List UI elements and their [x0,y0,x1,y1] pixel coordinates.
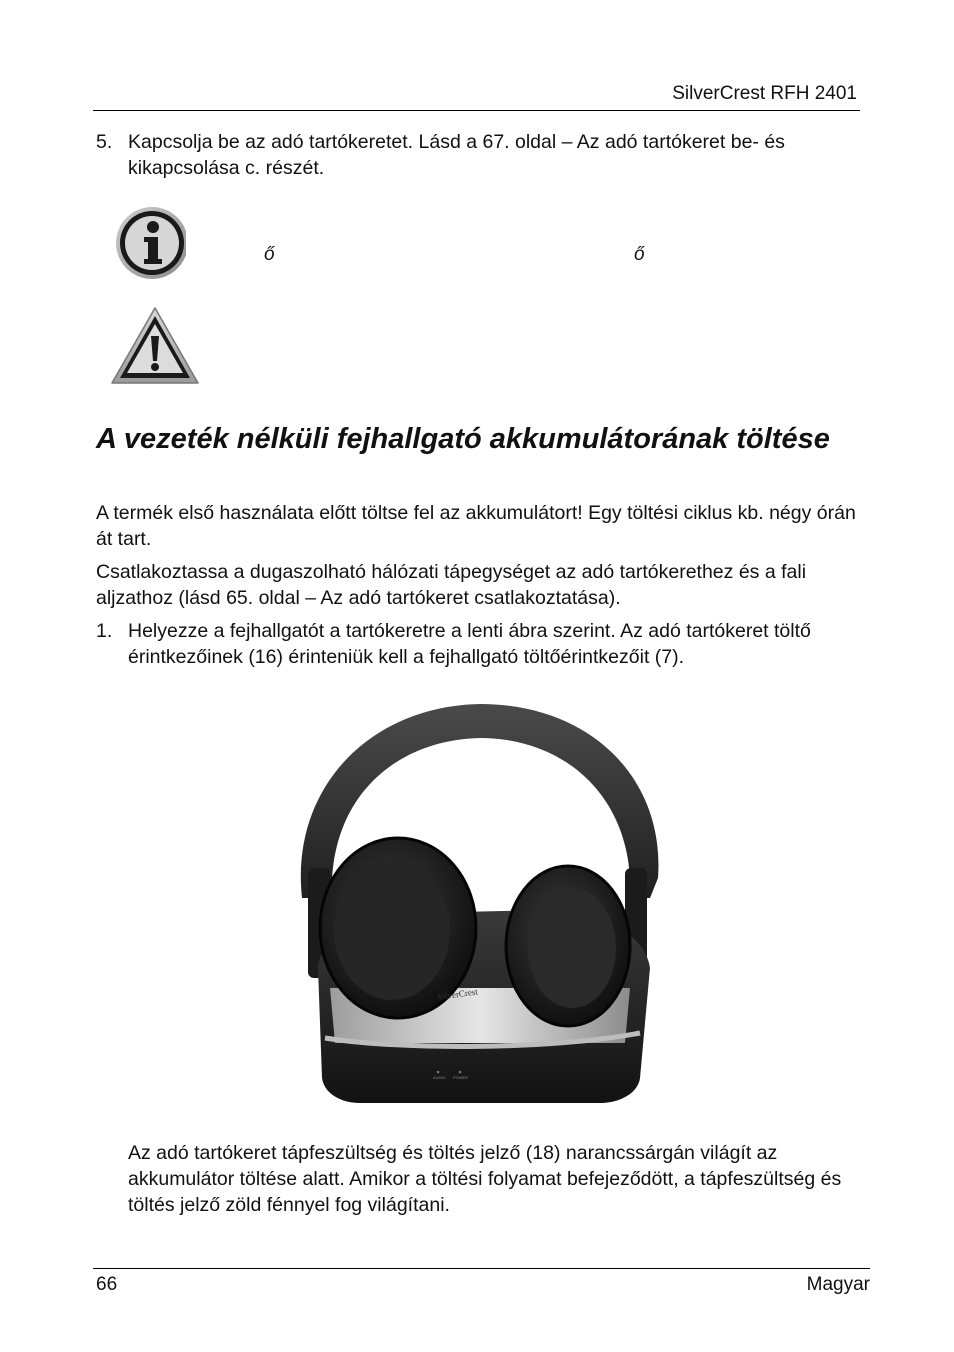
header-rule [93,110,860,111]
step-text: Helyezze a fejhallgatót a tartókeretre a lenti ábra szerint. Az adó tartókeret töltő érintkezőinek (16) érinteniük kell a fejhallgató töltőérintkezőit (7). [128,620,811,668]
note-fragment: ő [264,244,275,265]
paragraph: Az adó tartókeret tápfeszültség és töltés jelző (18) narancssárgán világít az akkumulátor töltése alatt. Amikor a töltési folyamat befejeződött, a tápfeszültség és töltés jelző zöld fénnyel fog világítani. [128,1142,842,1216]
paragraph: Csatlakoztassa a dugaszolható hálózati tápegységet az adó tartókerethez és a fali aljzathoz (lásd 65. oldal – Az adó tartókeret csatlakoztatása). [96,561,807,609]
brand-label: SilverCrest [436,986,479,1002]
step-text: Kapcsolja be az adó tartókeretet. Lásd a 67. oldal – Az adó tartókeret be- és kikapcsolása c. részét. [128,131,785,179]
paragraph: A termék első használata előtt töltse fel az akkumulátort! Egy töltési ciklus kb. négy órán át tart. [96,502,856,550]
note-fragment: ő [634,244,645,265]
step-number: 1. [96,620,113,642]
section-heading: A vezeték nélküli fejhallgató akkumulátorának töltése [96,423,830,455]
step-number: 5. [96,131,113,153]
base-label: POWER [453,1075,469,1080]
base-label: AUDIO [433,1075,446,1080]
footer-rule [93,1268,870,1269]
footer-language: Magyar [806,1274,870,1295]
info-icon [112,204,192,282]
headphone-charging-photo [280,698,670,1108]
running-header: SilverCrest RFH 2401 [672,83,857,104]
page-number: 66 [96,1274,118,1295]
warning-icon [110,306,200,386]
